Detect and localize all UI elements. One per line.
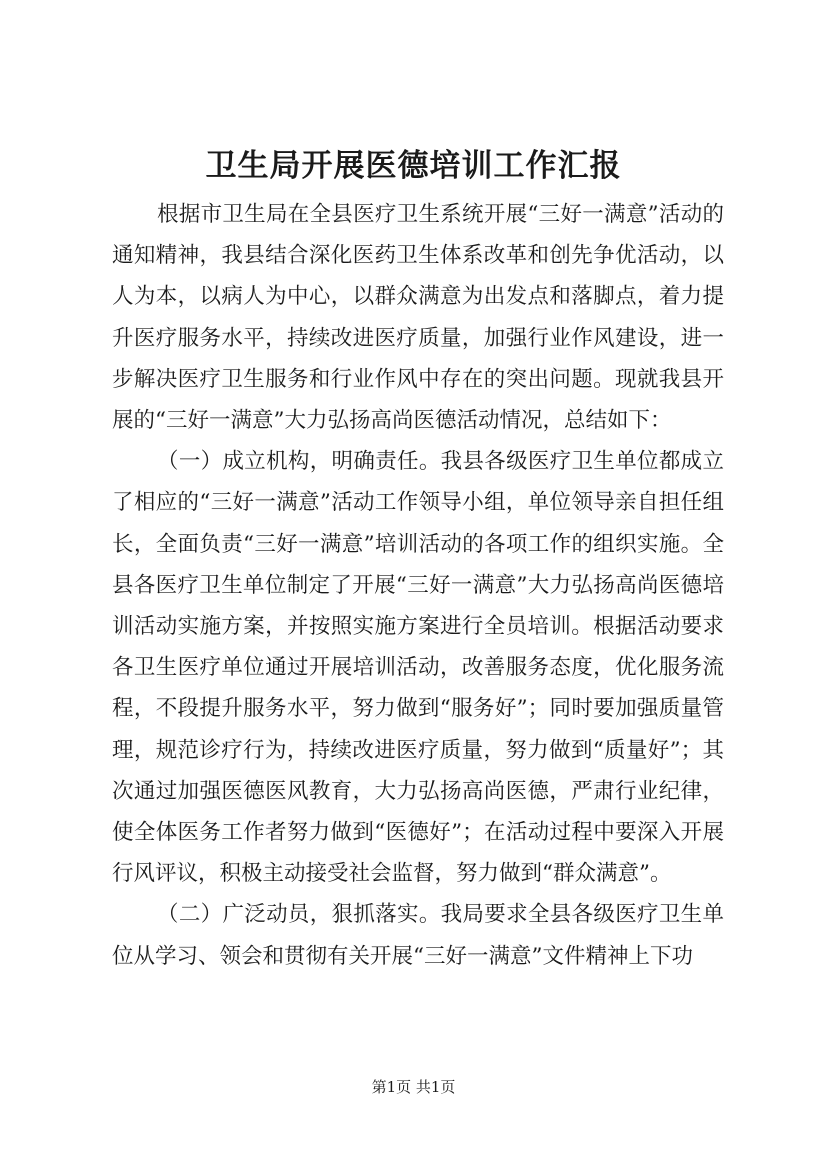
paragraph-section-2: （二）广泛动员，狠抓落实。我局要求全县各级医疗卫生单位从学习、领会和贯彻有关开展“三好一满意”文件精神上下功 <box>112 902 724 969</box>
paragraph-intro: 根据市卫生局在全县医疗卫生系统开展“三好一满意”活动的通知精神，我县结合深化医药卫生体系改革和创先争优活动，以人为本，以病人为中心，以群众满意为出发点和落脚点，着力提升医疗服务水平，持续改进医疗质量，加强行业作风建设，进一步解决医疗卫生服务和行业作风中存在的突出问题。现就我县开展的“三好一满意”大力弘扬高尚医德活动情况，总结如下： <box>112 202 724 434</box>
paragraph-section-1: （一）成立机构，明确责任。我县各级医疗卫生单位都成立了相应的“三好一满意”活动工作领导小组，单位领导亲自担任组长，全面负责“三好一满意”培训活动的各项工作的组织实施。全县各医疗卫生单位制定了开展“三好一满意”大力弘扬高尚医德培训活动实施方案，并按照实施方案进行全员培训。根据活动要求各卫生医疗单位通过开展培训活动，改善服务态度，优化服务流程，不段提升服务水平，努力做到“服务好”；同时要加强质量管理，规范诊疗行为，持续改进医疗质量，努力做到“质量好”；其次通过加强医德医风教育，大力弘扬高尚医德，严肃行业纪律，使全体医务工作者努力做到“医德好”；在活动过程中要深入开展行风评议，积极主动接受社会监督，努力做到“群众满意”。 <box>112 449 724 887</box>
page-footer: 第1页 共1页 <box>371 1078 456 1096</box>
document-body <box>112 194 724 977</box>
document-title: 卫生局开展医德培训工作汇报 <box>205 148 622 184</box>
